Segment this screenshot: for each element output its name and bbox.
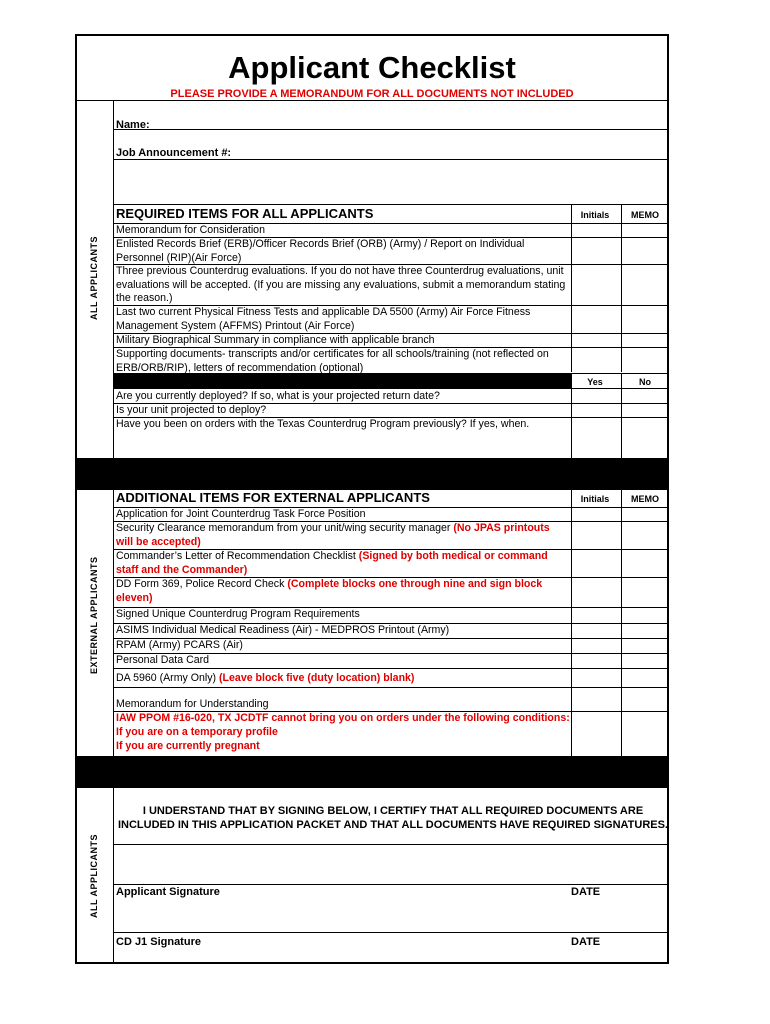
checklist-form — [75, 34, 669, 964]
condition-1: If you are on a temporary profile — [116, 726, 278, 738]
page-subtitle: PLEASE PROVIDE A MEMORANDUM FOR ALL DOCUMENTS NOT INCLUDED — [170, 88, 574, 100]
side-label-all-applicants: ALL APPLICANTS — [89, 235, 99, 320]
job-announcement-label: Job Announcement #: — [116, 147, 232, 159]
divider — [113, 844, 667, 845]
divider — [113, 129, 667, 130]
column-divider — [571, 373, 572, 458]
divider — [571, 373, 667, 374]
divider — [113, 159, 667, 160]
divider — [113, 388, 667, 389]
side-column-divider — [113, 100, 114, 964]
side-label-external-applicants: EXTERNAL APPLICANTS — [89, 556, 99, 674]
additional-items-heading: ADDITIONAL ITEMS FOR EXTERNAL APPLICANTS — [116, 490, 430, 505]
memo-column-header: MEMO — [631, 494, 659, 504]
yes-column-header: Yes — [587, 377, 603, 387]
required-item-6: Supporting documents- transcripts and/or certificates for all schools/training (not reflected on ERB/ORB/RIP), letters of recommendation (optional) — [116, 348, 549, 374]
additional-item-8: Personal Data Card — [116, 654, 210, 666]
no-column-header: No — [639, 377, 651, 387]
additional-item-4: DD Form 369, Police Record Check (Complete blocks one through nine and sign block eleven) — [116, 578, 543, 604]
required-item-1: Memorandum for Consideration — [116, 224, 265, 236]
question-1: Are you currently deployed? If so, what is your projected return date? — [116, 390, 440, 402]
required-item-2: Enlisted Records Brief (ERB)/Officer Records Brief (ORB) (Army) / Report on Individual Personnel (RIP)(Air Force) — [116, 238, 525, 264]
name-label: Name: — [116, 119, 150, 131]
additional-item-6: ASIMS Individual Medical Readiness (Air) - MEDPROS Printout (Army) — [116, 624, 450, 636]
required-item-4: Last two current Physical Fitness Tests and applicable DA 5500 (Army) Air Force Fitness Management System (AFFMS) Printout (Air Force) — [116, 306, 531, 332]
side-label-all-applicants-bottom: ALL APPLICANTS — [89, 833, 99, 918]
applicant-signature-label: Applicant Signature — [116, 886, 220, 898]
mou-item: Memorandum for Understanding — [116, 698, 269, 710]
divider — [113, 204, 667, 205]
applicant-date-label: DATE — [571, 886, 601, 898]
divider — [113, 687, 667, 688]
page-title: Applicant Checklist — [228, 50, 516, 85]
conditions-heading: IAW PPOM #16-020, TX JCDTF cannot bring you on orders under the following conditions: — [116, 712, 570, 724]
section-separator-band — [77, 458, 667, 490]
section-separator-band — [77, 756, 667, 788]
initials-column-header: Initials — [580, 210, 610, 220]
divider — [113, 668, 667, 669]
required-item-5: Military Biographical Summary in compliance with applicable branch — [116, 334, 435, 346]
cd-j1-signature-label: CD J1 Signature — [116, 936, 201, 948]
additional-item-7: RPAM (Army) PCARS (Air) — [116, 639, 243, 651]
question-2: Is your unit projected to deploy? — [116, 404, 267, 416]
memo-column-header: MEMO — [631, 210, 659, 220]
cd-j1-date-label: DATE — [571, 936, 601, 948]
divider — [113, 932, 667, 933]
initials-column-header: Initials — [580, 494, 610, 504]
required-items-heading: REQUIRED ITEMS FOR ALL APPLICANTS — [116, 206, 374, 221]
certification-statement: I UNDERSTAND THAT BY SIGNING BELOW, I CERTIFY THAT ALL REQUIRED DOCUMENTS ARE INCLUDED IN THIS APPLICATION PACKET AND THAT ALL DOCUMENTS HAVE REQUIRED SIGNATURES. — [117, 805, 668, 831]
additional-item-9: DA 5960 (Army Only) (Leave block five (duty location) blank) — [116, 672, 415, 684]
divider — [77, 100, 667, 101]
condition-2: If you are currently pregnant — [116, 740, 260, 752]
required-item-3: Three previous Counterdrug evaluations. If you do not have three Counterdrug evaluations, unit evaluations will be accepted. (If you are missing any evaluations, submit a memorandum stating the reason.) — [116, 265, 566, 304]
column-divider — [621, 373, 622, 458]
question-3: Have you been on orders with the Texas Counterdrug Program previously? If yes, when. — [116, 418, 530, 430]
additional-item-2: Security Clearance memorandum from your unit/wing security manager (No JPAS printouts will be accepted) — [116, 522, 550, 548]
additional-item-1: Application for Joint Counterdrug Task Force Position — [116, 508, 366, 520]
additional-item-5: Signed Unique Counterdrug Program Requirements — [116, 608, 360, 620]
divider — [113, 884, 667, 885]
additional-item-3: Commander’s Letter of Recommendation Checklist (Signed by both medical or command staff and the Commander) — [116, 550, 548, 576]
section-bar — [113, 373, 571, 388]
